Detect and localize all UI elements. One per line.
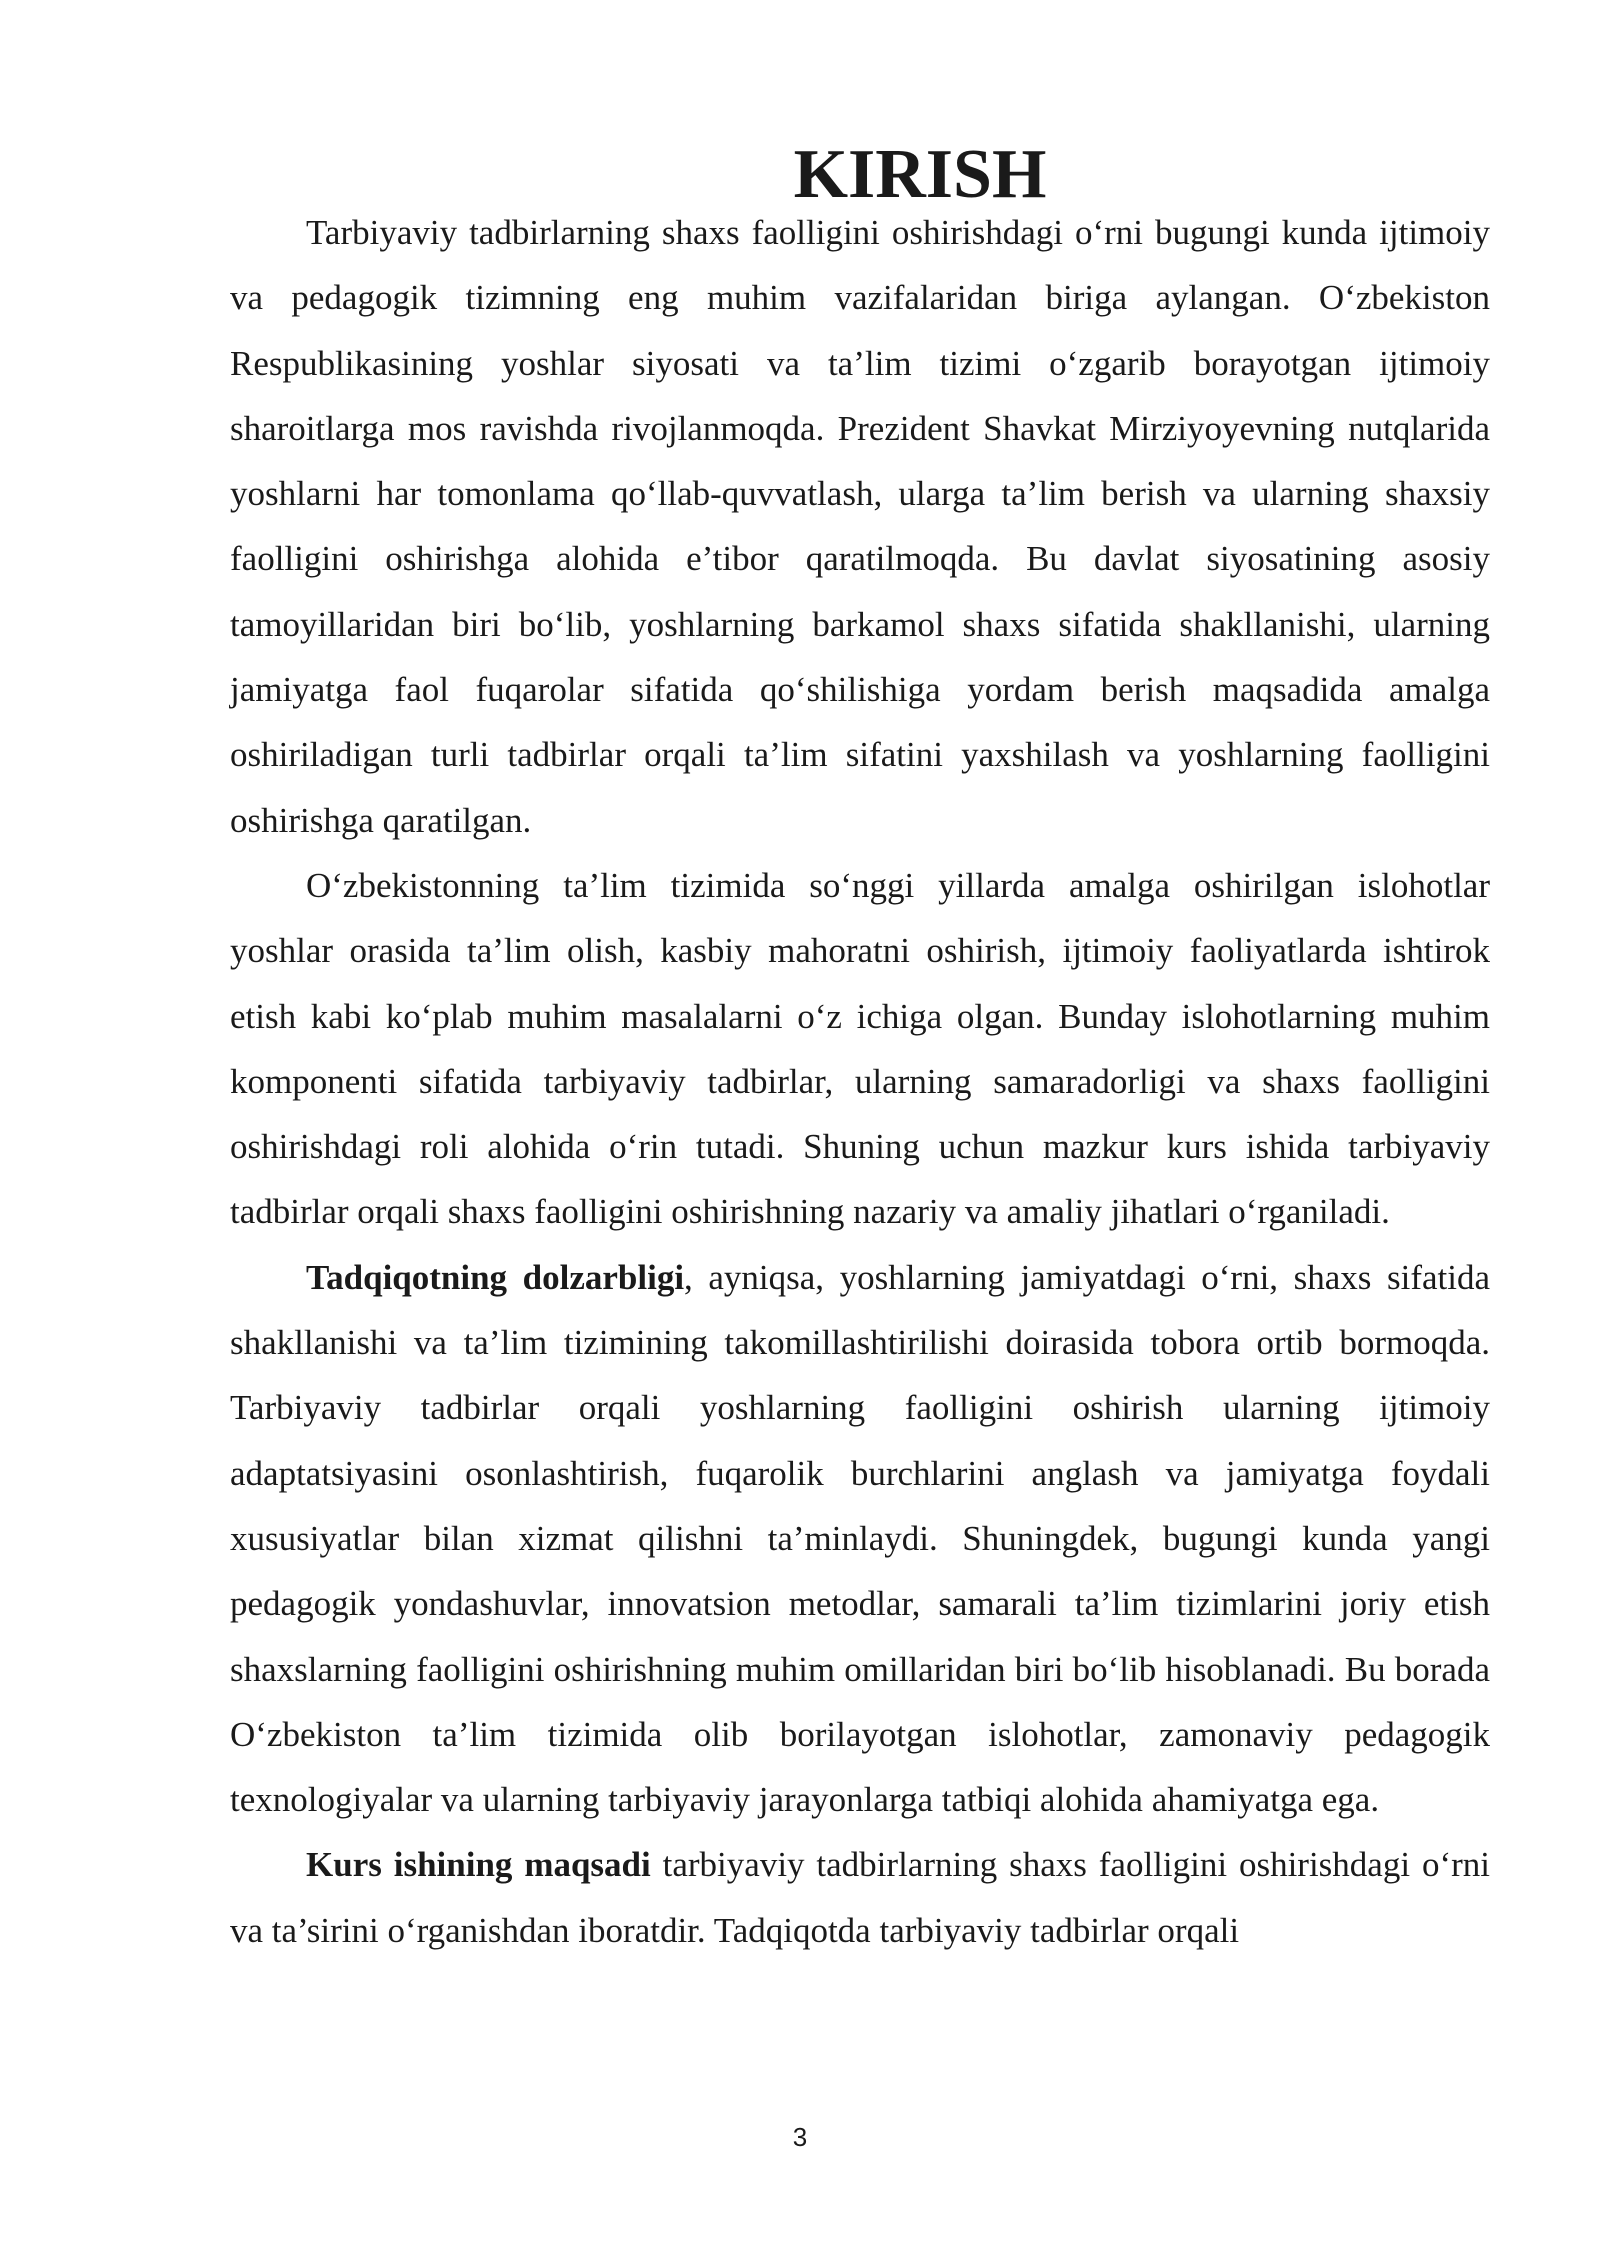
paragraph-text: O‘zbekistonning ta’lim tizimida so‘nggi yillarda amalga oshirilgan islohotlar yoshlar orasida ta’lim olish, kasbiy mahoratni oshirish, ijtimoiy faoliyatlarda ishtirok etish kabi ko‘plab muhim masalalarni o‘z ichiga olgan. Bunday islohotlarning muhim komponenti sifatida tarbiyaviy tadbirlar, ularning samaradorligi va shaxs faolligini oshirishdagi roli alohida o‘rin tutadi. Shuning uchun mazkur kurs ishida tarbiyaviy tadbirlar orqali shaxs faolligini oshirishning nazariy va amaliy jihatlari o‘rganiladi.	[230, 865, 1490, 1232]
paragraph-text: Tarbiyaviy tadbirlarning shaxs faolligini oshirishdagi o‘rni bugungi kunda ijtimoiy va pedagogik tizimning eng muhim vazifalaridan biriga aylangan. O‘zbekiston Respublikasining yoshlar siyosati va ta’lim tizimi o‘zgarib borayotgan ijtimoiy sharoitlarga mos ravishda rivojlanmoqda. Prezident Shavkat Mirziyoyevning nutqlarida yoshlarni har tomonlama qo‘llab-quvvatlash, ularga ta’lim berish va ularning shaxsiy faolligini oshirishga alohida e’tibor qaratilmoqda. Bu davlat siyosatining asosiy tamoyillaridan biri bo‘lib, yoshlarning barkamol shaxs sifatida shakllanishi, ularning jamiyatga faol fuqarolar sifatida qo‘shilishiga yordam berish maqsadida amalga oshiriladigan turli tadbirlar orqali ta’lim sifatini yaxshilash va yoshlarning faolligini oshirishga qaratilgan.	[230, 213, 1490, 840]
paragraph-text: tarbiyaviy tadbirlarning shaxs faolligini oshirishdagi o‘rni va ta’sirini o‘rganishdan iboratdir. Tadqiqotda tarbiyaviy tadbirlar orqali	[230, 1845, 1490, 1950]
page-number: 3	[792, 2122, 808, 2152]
paragraph-text: , ayniqsa, yoshlarning jamiyatdagi o‘rni, shaxs sifatida shakllanishi va ta’lim tizimining takomillashtirilishi doirasida tobora ortib bormoqda. Tarbiyaviy tadbirlar orqali yoshlarning faolligini oshirish ularning ijtimoiy adaptatsiyasini osonlashtirish, fuqarolik burchlarini anglash va jamiyatga foydali xususiyatlar bilan xizmat qilishni ta’minlaydi. Shuningdek, bugungi kunda yangi pedagogik yondashuvlar, innovatsion metodlar, samarali ta’lim tizimlarini joriy etish shaxslarning faolligini oshirishning muhim omillaridan biri bo‘lib hisoblanadi. Bu borada O‘zbekiston ta’lim tizimida olib borilayotgan islohotlar, zamonaviy pedagogik texnologiyalar va ularning tarbiyaviy jarayonlarga tatbiqi alohida ahamiyatga ega.	[230, 1257, 1490, 1820]
paragraph-1	[230, 200, 1490, 853]
paragraph-lead: Tadqiqotning dolzarbligi	[306, 1257, 685, 1297]
paragraph-2	[230, 853, 1490, 1245]
paragraph-lead: Kurs ishining maqsadi	[306, 1845, 651, 1885]
paragraph-3	[230, 1245, 1490, 1833]
paragraph-4	[230, 1832, 1490, 1963]
page-content	[230, 136, 1490, 1963]
page-title: KIRISH	[793, 136, 1047, 213]
